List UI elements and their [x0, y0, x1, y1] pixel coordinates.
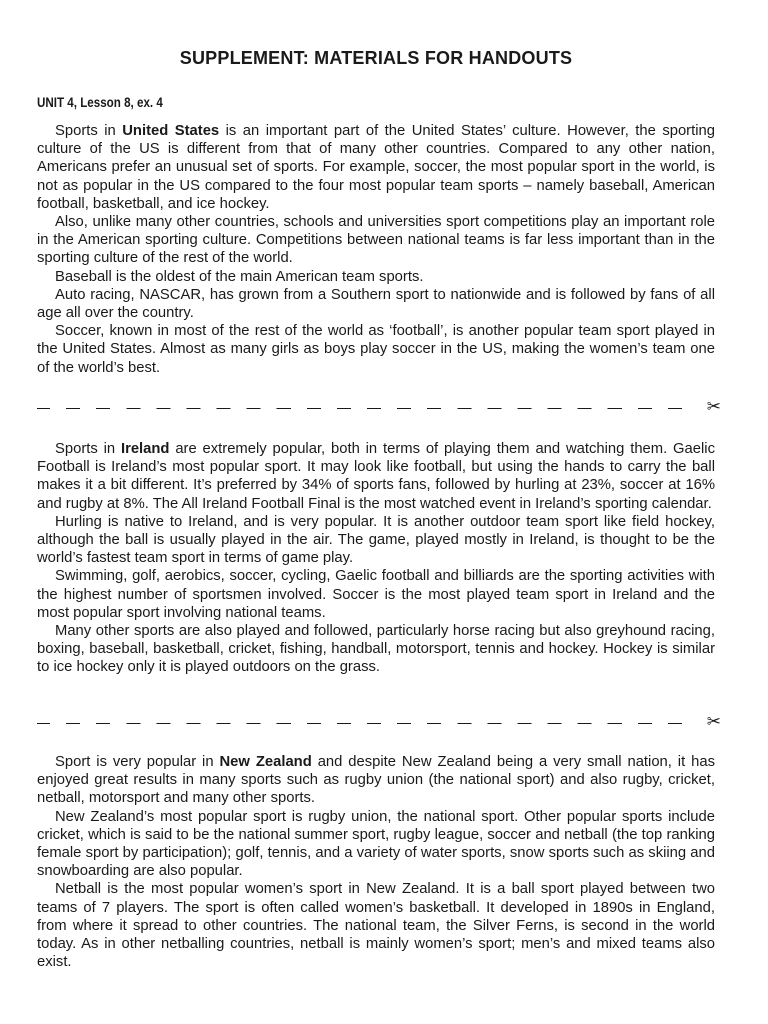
- paragraph: [37, 753, 715, 808]
- paragraph-text: is an important part of the United States’ culture. However, the sporting culture of the US is different from that of many other countries. Compared to any other nation, Americans prefer an unusual set of sports. For example, soccer, the most popular sport in the world, is not as popular in the US compared to the four most popular team sports – namely baseball, American football, basketball, and ice hockey.: [37, 123, 715, 212]
- paragraph-text: are extremely popular, both in terms of playing them and watching them. Gaelic Football is Ireland’s most popular sport. It may look like football, but using the hands to carry the ball makes it a bit different. It’s preferred by 34% of sports fans, followed by hurling at 23%, soccer at 16% and rugby at 8%. The All Ireland Football Final is the most watched event in Ireland’s sporting calendar.: [37, 441, 715, 512]
- paragraph-text: Soccer, known in most of the rest of the world as ‘football’, is another popular team sport played in the United States. Almost as many girls as boys play soccer in the US, making the women’s team one of the world’s best.: [37, 323, 715, 376]
- paragraph: [37, 622, 715, 677]
- paragraph: [37, 567, 715, 622]
- section-united-states: [37, 122, 715, 377]
- unit-label: UNIT 4, Lesson 8, ex. 4: [37, 95, 163, 110]
- paragraph: [37, 268, 715, 286]
- paragraph-text: Sports in: [55, 123, 123, 139]
- section-ireland: [37, 440, 715, 677]
- paragraph: [37, 122, 715, 213]
- country-name: New Zealand: [219, 754, 312, 770]
- paragraph-text: and despite New Zealand being a very small nation, it has enjoyed great results in many sports such as rugby union (the national sport) and also rugby, cricket, netball, motorsport and many other sports.: [37, 754, 715, 807]
- paragraph-text: Sport is very popular in: [55, 754, 220, 770]
- paragraph: [37, 808, 715, 881]
- paragraph-text: Many other sports are also played and followed, particularly horse racing but also greyhound racing, boxing, baseball, basketball, cricket, fishing, handball, motorsport, tennis and hockey. Hockey is similar to ice hockey only it is played outdoors on the grass.: [37, 623, 715, 676]
- paragraph-text: Swimming, golf, aerobics, soccer, cycling, Gaelic football and billiards are the sporting activities with the highest number of sportsmen involved. Soccer is the most played team sport in Ireland and the most popular sport involving national teams.: [37, 568, 715, 621]
- paragraph: [37, 213, 715, 268]
- page-title: SUPPLEMENT: MATERIALS FOR HANDOUTS: [179, 48, 573, 68]
- paragraph: [37, 513, 715, 568]
- paragraph-text: Auto racing, NASCAR, has grown from a Southern sport to nationwide and is followed by fans of all age all over the country.: [37, 286, 715, 322]
- section-new-zealand: [37, 753, 715, 971]
- paragraph-text: New Zealand’s most popular sport is rugby union, the national sport. Other popular sports include cricket, which is said to be the national summer sport, rugby league, soccer and netball (the top ranking female sport by participation); golf, tennis, and a variety of water sports, snow sports such as skiing and snowboarding are also popular.: [37, 808, 715, 880]
- paragraph-text: Netball is the most popular women’s sport in New Zealand. It is a ball sport played between two teams of 7 players. The sport is often called women’s basketball. It developed in 1890s in England, from where it spread to other countries. The national team, the Silver Ferns, is second in the world today. As in other netballing countries, netball is mainly women’s sport; men’s and mixed teams also exist.: [37, 881, 715, 971]
- country-name: Ireland: [120, 441, 170, 457]
- dashed-divider: [37, 723, 693, 724]
- cut-line: [37, 712, 721, 732]
- paragraph: [37, 322, 715, 377]
- scissors-icon: ✂: [706, 712, 721, 732]
- paragraph-text: Also, unlike many other countries, schools and universities sport competitions play an important role in the American sporting culture. Competitions between national teams is far less important than in the sporting culture of the rest of the world.: [37, 214, 715, 267]
- paragraph: [37, 286, 715, 322]
- dashed-divider: [37, 408, 693, 409]
- scissors-icon: ✂: [706, 397, 721, 417]
- paragraph-text: Baseball is the oldest of the main American team sports.: [55, 268, 424, 285]
- paragraph-text: Sports in: [55, 441, 121, 457]
- cut-line: [37, 397, 721, 417]
- paragraph: [37, 440, 715, 513]
- paragraph-text: Hurling is native to Ireland, and is very popular. It is another outdoor team sport like field hockey, although the ball is usually played in the air. The game, played mostly in Ireland, is thought to be the world’s fastest team sport in terms of game play.: [37, 513, 715, 567]
- country-name: United States: [122, 123, 220, 139]
- paragraph: [37, 880, 715, 971]
